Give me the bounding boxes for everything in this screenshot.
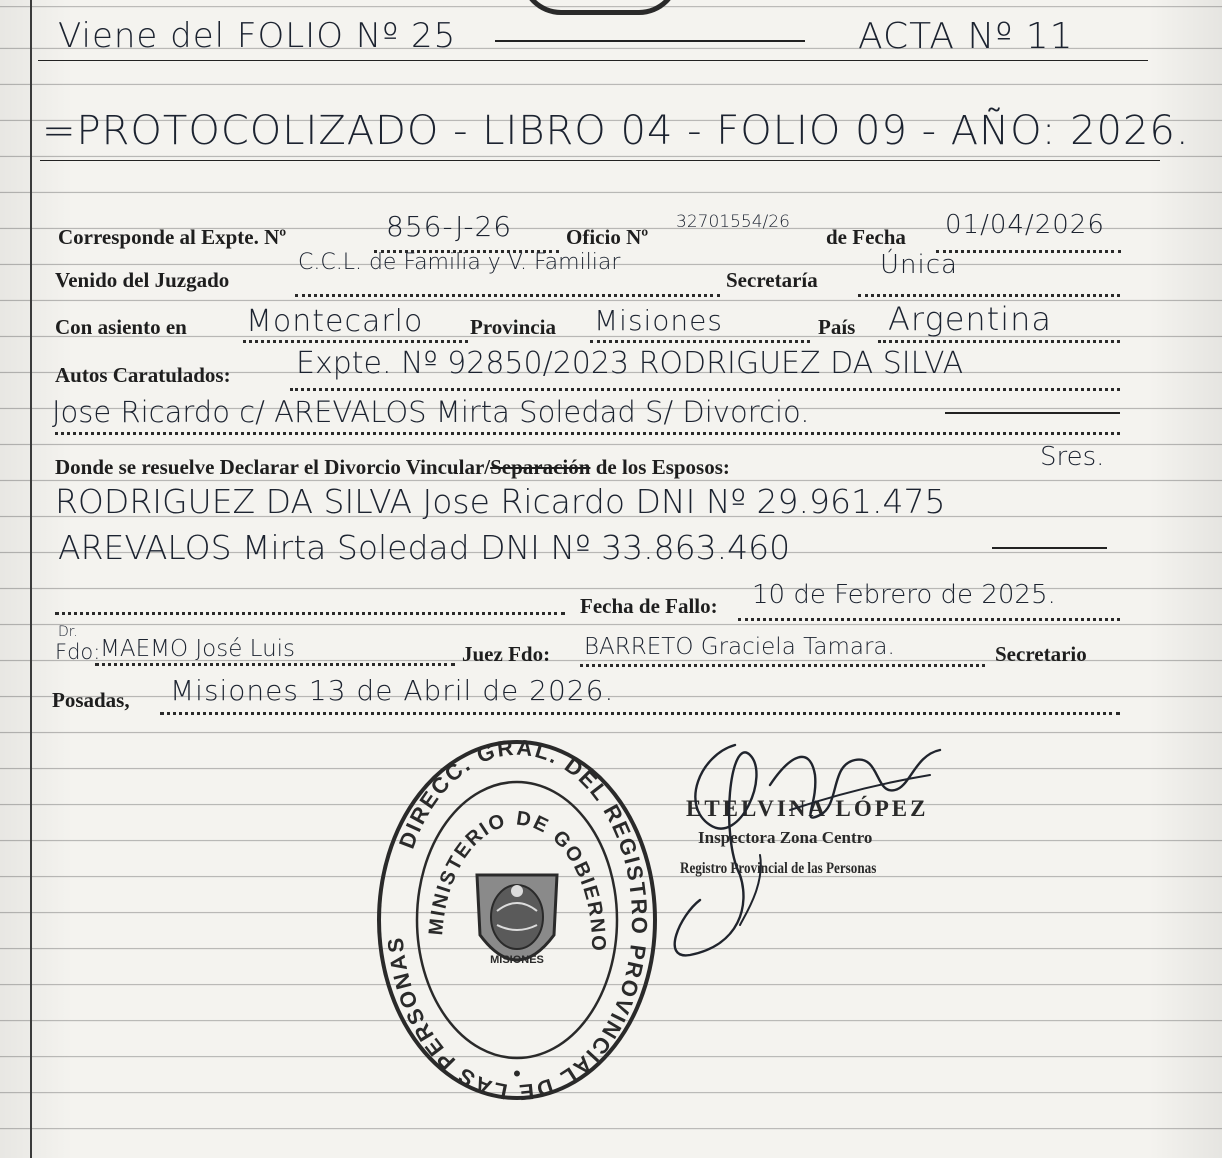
pais-dots <box>878 340 1120 343</box>
pais-label: País <box>818 315 856 339</box>
expte-label: Corresponde al Expte. Nº <box>58 225 287 249</box>
secretaria-value: Única <box>880 250 958 280</box>
posadas-label: Posadas, <box>52 688 130 712</box>
secretario-name: BARRETO Graciela Tamara. <box>584 634 895 660</box>
secretaria-label: Secretaría <box>726 268 818 292</box>
autos-fill-rule <box>945 412 1120 414</box>
seal-emblem-text: MISIONES <box>490 954 544 966</box>
autos-value-1: Expte. Nº 92850/2023 RODRIGUEZ DA SILVA <box>296 346 964 381</box>
fallo-value: 10 de Febrero de 2025. <box>752 580 1056 610</box>
provincia-label: Provincia <box>470 315 556 339</box>
inspector-name: ETELVINA LÓPEZ <box>686 796 929 821</box>
fecha-value: 01/04/2026 <box>945 210 1105 240</box>
resuelve-label-strike: Separación <box>490 455 591 479</box>
esposo-2: AREVALOS Mirta Soledad DNI Nº 33.863.460 <box>58 528 791 567</box>
seal-inner-text: MINISTERIO DE GOBIERNO <box>425 807 610 953</box>
official-seal <box>372 735 662 1105</box>
juez-dots <box>95 663 455 666</box>
juzgado-value: C.C.L. de Familia y V. Familiar <box>298 250 621 275</box>
top-stamp-fragment <box>520 0 680 15</box>
protocolizado-underline <box>40 160 1160 161</box>
fecha-dots <box>936 250 1121 253</box>
autos-dots-1 <box>290 388 1120 391</box>
handwritten-signature <box>640 715 960 965</box>
autos-value-2: Jose Ricardo c/ AREVALOS Mirta Soledad S/ Divorcio. <box>52 395 810 429</box>
resuelve-value-sres: Sres. <box>1040 442 1105 472</box>
juez-prefix: Dr. <box>58 624 78 640</box>
header-underline <box>38 60 1148 61</box>
secretario-dots <box>580 664 985 667</box>
juez-fdo-label: Fdo: <box>55 640 101 664</box>
secretario-label: Secretario <box>995 642 1087 666</box>
protocolizado-line: =PROTOCOLIZADO - LIBRO 04 - FOLIO 09 - AÑO: 2026. <box>42 108 1190 154</box>
posadas-value: Misiones 13 de Abril de 2026. <box>170 674 615 707</box>
asiento-label: Con asiento en <box>55 315 187 339</box>
resuelve-label-2: de los Esposos: <box>595 455 730 479</box>
fallo-dots-left <box>55 612 565 615</box>
asiento-value: Montecarlo <box>246 304 424 339</box>
autos-label: Autos Caratulados: <box>55 363 231 387</box>
seal-outer-text: DIRECC. GRAL. DEL REGISTRO PROVINCIAL DE LAS PERSONAS <box>382 735 653 1105</box>
provincia-dots <box>590 340 810 343</box>
oficio-value: 32701554/26 <box>676 212 790 232</box>
juzgado-dots <box>295 294 720 297</box>
oficio-label: Oficio Nº <box>566 225 649 249</box>
provincia-value: Misiones <box>594 304 723 337</box>
seal-emblem <box>477 875 557 960</box>
juez-name: MAEMO José Luis <box>100 636 296 662</box>
juzgado-label: Venido del Juzgado <box>55 268 230 292</box>
fecha-label: de Fecha <box>826 225 906 249</box>
fallo-label: Fecha de Fallo: <box>580 594 718 618</box>
resuelve-label <box>55 455 730 480</box>
secretaria-dots <box>858 294 1120 297</box>
inspector-office: Registro Provincial de las Personas <box>680 860 877 877</box>
acta-number: ACTA Nº 11 <box>858 16 1074 57</box>
inspector-title: Inspectora Zona Centro <box>698 828 873 847</box>
esposo-1: RODRIGUEZ DA SILVA Jose Ricardo DNI Nº 29.961.475 <box>55 482 946 521</box>
esposo-fill-rule <box>992 547 1107 549</box>
juez-label: Juez Fdo: <box>462 642 551 666</box>
pais-value: Argentina <box>888 300 1052 338</box>
left-margin-line <box>30 0 32 1158</box>
expte-value: 856-J-26 <box>386 210 513 243</box>
viene-del-folio: Viene del FOLIO Nº 25 <box>58 16 457 56</box>
header-rule <box>495 40 805 42</box>
asiento-dots <box>243 340 468 343</box>
autos-dots-2 <box>55 432 1120 435</box>
resuelve-label-1: Donde se resuelve Declarar el Divorcio Vincular/ <box>55 455 491 479</box>
fallo-dots <box>738 618 1120 621</box>
seal-separator: • <box>513 1061 521 1086</box>
